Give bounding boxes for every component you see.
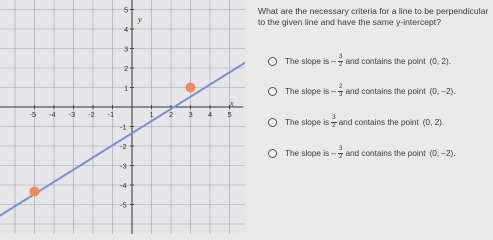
x-tick-label: -5 [29,110,37,119]
option-b-denominator: 3 [338,90,343,98]
coordinate-graph [0,0,245,234]
y-tick-label: 2 [124,64,129,73]
option-a-fraction [338,54,343,68]
y-tick-label: -5 [120,200,127,210]
option-c[interactable] [268,115,444,129]
option-a-prefix: The slope is – [285,56,336,66]
option-a-numerator: 3 [338,53,343,60]
x-tick-label: -2 [88,110,95,119]
option-a[interactable] [268,54,451,68]
y-tick-label: -2 [120,142,127,151]
option-c-numerator: 3 [332,114,336,121]
y-tick-label: -3 [120,161,127,171]
x-axis-label: x [230,99,234,108]
y-tick-label: -4 [120,181,127,190]
option-c-suffix: and contains the point [338,117,419,127]
radio-button-d[interactable] [268,149,277,158]
y-tick-label: 5 [124,5,129,15]
option-b-prefix: The slope is – [285,86,336,96]
option-a-suffix: and contains the point [345,56,426,66]
option-c-point: (0, 2). [422,117,445,127]
option-d-prefix: The slope is – [285,148,336,158]
y-tick-label: 1 [124,83,129,93]
option-c-prefix: The slope is [285,117,330,127]
option-b-point: (0, –2). [429,86,456,96]
y-tick-label: 4 [124,25,129,34]
x-tick-label: 1 [149,110,154,119]
option-b-fraction [338,84,343,98]
option-d-suffix: and contains the point [345,148,426,158]
option-d[interactable] [268,146,456,160]
option-a-point: (0, 2). [429,56,451,66]
radio-button-a[interactable] [268,57,277,66]
option-d-numerator: 3 [338,145,343,152]
plotted-point [30,186,40,196]
option-d-denominator: 2 [338,152,343,160]
option-a-denominator: 2 [338,60,343,68]
x-tick-label: -1 [107,110,115,119]
option-c-fraction [331,115,336,129]
option-d-fraction [338,146,343,160]
plotted-point [186,83,196,93]
option-c-denominator: 2 [332,121,336,129]
x-tick-label: 4 [208,110,213,119]
x-tick-label: -3 [68,110,76,119]
question-prompt: What are the necessary criteria for a line to be perpendicular to the given line and have the same y-intercept? [258,6,489,28]
x-tick-label: -4 [49,110,56,119]
radio-button-b[interactable] [268,87,277,96]
radio-button-c[interactable] [268,118,277,127]
y-axis-label: y [138,15,142,24]
option-d-point: (0, –2). [429,148,456,158]
option-b-suffix: and contains the point [345,86,426,96]
y-tick-label: 3 [124,44,129,54]
option-b[interactable] [268,84,456,98]
x-tick-label: 3 [188,110,193,119]
option-b-numerator: 2 [338,83,343,90]
y-tick-label: -1 [120,122,127,132]
x-tick-label: 5 [227,110,232,119]
x-tick-label: 2 [169,110,174,119]
